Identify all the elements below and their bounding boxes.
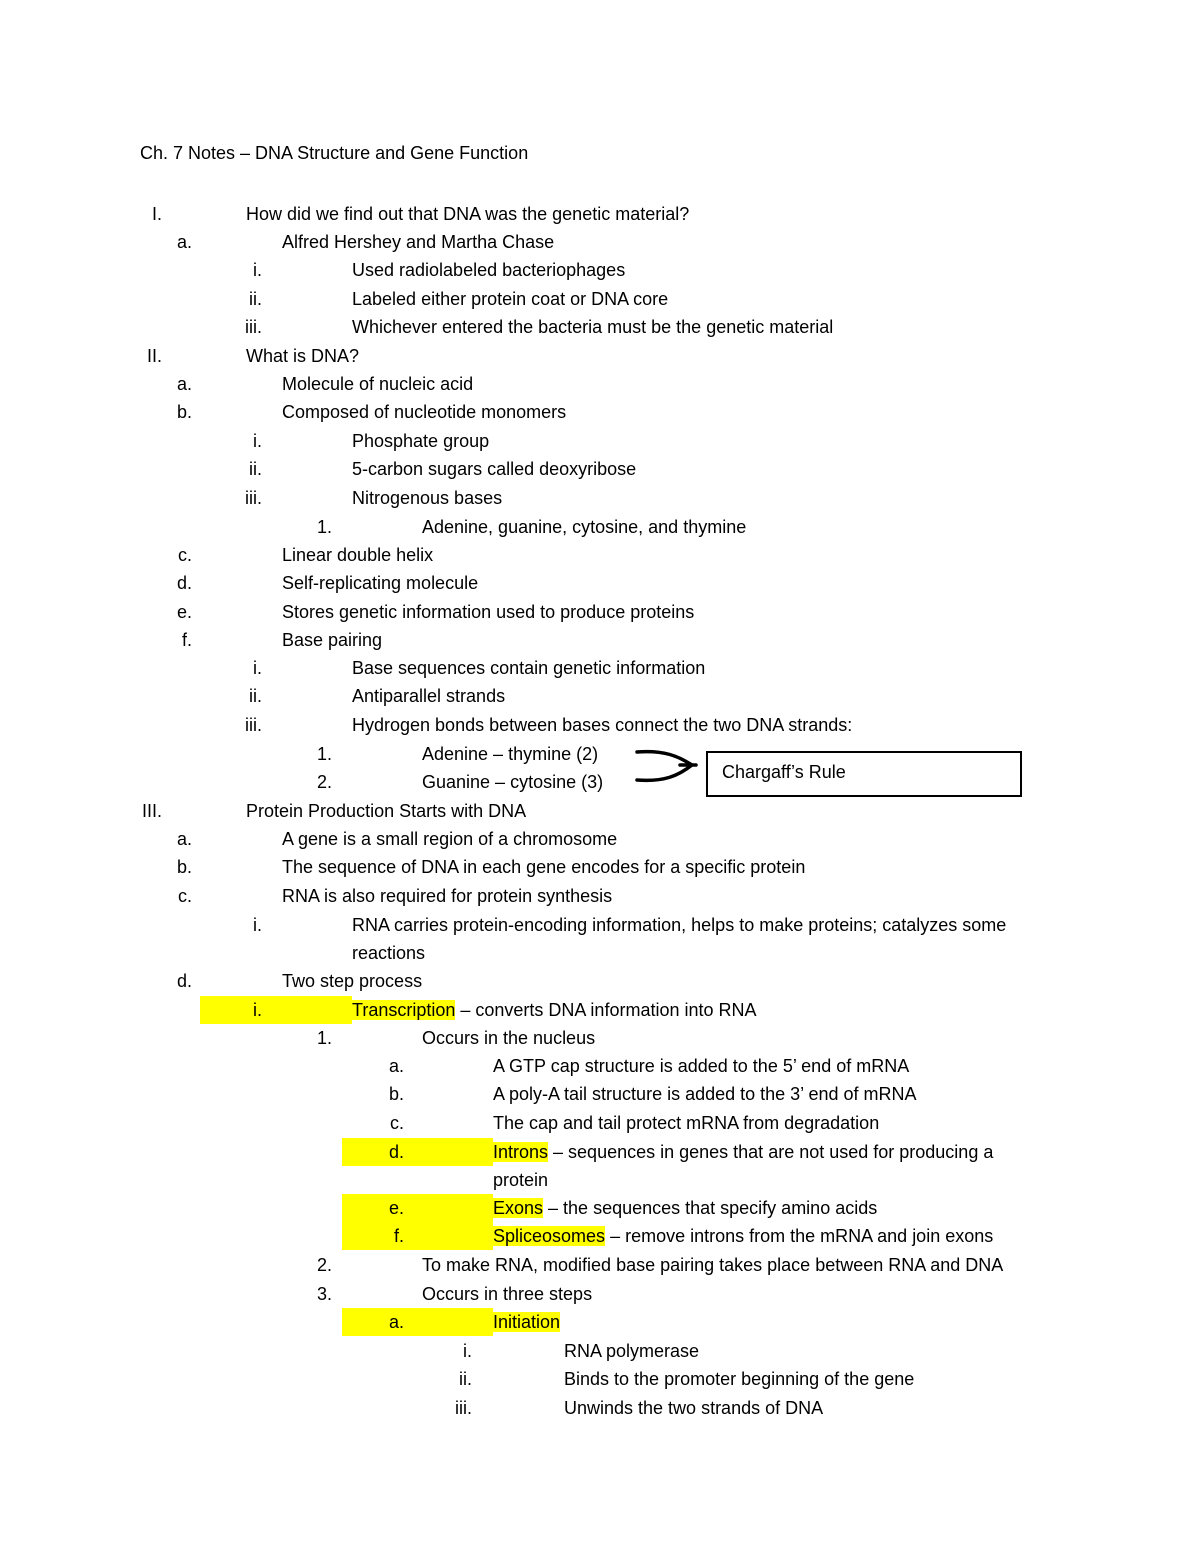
outline-text-body: Protein Production Starts with DNA bbox=[246, 801, 527, 821]
outline-text bbox=[282, 569, 478, 597]
outline-text-body: What is DNA? bbox=[246, 346, 360, 366]
outline-text-body: – remove introns from the mRNA and join exons bbox=[605, 1226, 994, 1246]
outline-text bbox=[493, 1194, 877, 1222]
outline-marker: f. bbox=[181, 630, 192, 650]
outline-marker: iii. bbox=[245, 488, 262, 508]
outline-marker: a. bbox=[342, 1308, 493, 1336]
outline-text-body: Alfred Hershey and Martha Chase bbox=[282, 232, 555, 252]
highlighted-term: Introns bbox=[493, 1142, 549, 1162]
outline-marker: e. bbox=[176, 602, 192, 622]
outline-text-body: – the sequences that specify amino acids bbox=[543, 1198, 878, 1218]
outline-text bbox=[493, 1138, 1053, 1194]
outline-marker: iii. bbox=[245, 317, 262, 337]
chargaff-rule-label: Chargaff’s Rule bbox=[722, 762, 846, 782]
outline-text-body: A gene is a small region of a chromosome bbox=[282, 829, 618, 849]
outline-text-body: Adenine – thymine (2) bbox=[422, 744, 599, 764]
outline-marker: iii. bbox=[245, 715, 262, 735]
outline-text-body: – converts DNA information into RNA bbox=[455, 1000, 757, 1020]
outline-marker: i. bbox=[200, 996, 352, 1024]
outline-text-body: Linear double helix bbox=[282, 545, 434, 565]
outline-text bbox=[282, 853, 805, 881]
outline-text-body: The cap and tail protect mRNA from degradation bbox=[493, 1113, 880, 1133]
outline-text-body: Nitrogenous bases bbox=[352, 488, 503, 508]
outline-marker: c. bbox=[177, 886, 192, 906]
outline-text-body: Base sequences contain genetic information bbox=[352, 658, 706, 678]
outline-text bbox=[422, 1280, 592, 1308]
outline-text-body: 5-carbon sugars called deoxyribose bbox=[352, 459, 637, 479]
outline-text-body: Whichever entered the bacteria must be the genetic material bbox=[352, 317, 834, 337]
outline-marker: a. bbox=[176, 232, 192, 252]
outline-text-body: A GTP cap structure is added to the 5’ end of mRNA bbox=[493, 1056, 910, 1076]
outline-text-body: Molecule of nucleic acid bbox=[282, 374, 474, 394]
outline-text bbox=[246, 200, 689, 228]
chargaff-rule-callout bbox=[706, 751, 1022, 797]
highlighted-term: Initiation bbox=[493, 1312, 561, 1332]
outline-text bbox=[282, 228, 554, 256]
outline-marker: a. bbox=[388, 1056, 404, 1076]
page-title: Ch. 7 Notes – DNA Structure and Gene Function bbox=[140, 143, 529, 163]
outline-text bbox=[282, 598, 694, 626]
highlighted-term: Exons bbox=[493, 1198, 544, 1218]
outline-marker: a. bbox=[176, 374, 192, 394]
outline-text bbox=[352, 427, 489, 455]
outline-text-body: RNA carries protein-encoding information, helps to make proteins; catalyzes some reactions bbox=[352, 915, 1007, 963]
outline-text-body: RNA is also required for protein synthesis bbox=[282, 886, 613, 906]
outline-text bbox=[422, 768, 603, 796]
outline-marker: a. bbox=[176, 829, 192, 849]
outline-text bbox=[282, 541, 433, 569]
outline-text-body: Binds to the promoter beginning of the gene bbox=[564, 1369, 915, 1389]
outline-text bbox=[422, 1024, 595, 1052]
outline-marker: ii. bbox=[249, 686, 262, 706]
outline-text-body: Hydrogen bonds between bases connect the two DNA strands: bbox=[352, 715, 853, 735]
outline-text bbox=[246, 797, 526, 825]
outline-text bbox=[282, 882, 612, 910]
outline-marker: f. bbox=[342, 1222, 493, 1250]
outline-text bbox=[282, 626, 382, 654]
outline-marker: d. bbox=[176, 573, 192, 593]
outline-marker: I. bbox=[151, 204, 162, 224]
bracket-arrow-icon bbox=[634, 748, 704, 784]
outline-text bbox=[352, 256, 625, 284]
highlighted-term: Transcription bbox=[352, 1000, 456, 1020]
outline-text bbox=[282, 967, 422, 995]
outline-text-body: To make RNA, modified base pairing takes place between RNA and DNA bbox=[422, 1255, 1004, 1275]
outline-text-body: Phosphate group bbox=[352, 431, 490, 451]
outline-marker: iii. bbox=[455, 1398, 472, 1418]
outline-text bbox=[352, 911, 1032, 967]
outline-text-body: Base pairing bbox=[282, 630, 383, 650]
outline-text bbox=[493, 1308, 560, 1336]
outline-marker: III. bbox=[141, 801, 162, 821]
outline-marker: 1. bbox=[316, 1028, 332, 1048]
outline-marker: b. bbox=[176, 857, 192, 877]
outline-text-body: Guanine – cytosine (3) bbox=[422, 772, 604, 792]
outline-marker: i. bbox=[463, 1341, 472, 1361]
outline-text bbox=[246, 342, 359, 370]
outline-marker: ii. bbox=[249, 289, 262, 309]
outline-marker: c. bbox=[177, 545, 192, 565]
outline-marker: e. bbox=[342, 1194, 493, 1222]
outline-text bbox=[352, 996, 757, 1024]
outline-marker: 3. bbox=[316, 1284, 332, 1304]
outline-text-body: The sequence of DNA in each gene encodes for a specific protein bbox=[282, 857, 806, 877]
outline-text-body: How did we find out that DNA was the genetic material? bbox=[246, 204, 690, 224]
outline-text bbox=[352, 711, 852, 739]
outline-text-body: Occurs in the nucleus bbox=[422, 1028, 596, 1048]
outline-text-body: Adenine, guanine, cytosine, and thymine bbox=[422, 517, 747, 537]
outline-marker: ii. bbox=[249, 459, 262, 479]
outline-marker: i. bbox=[253, 915, 262, 935]
outline-marker: b. bbox=[388, 1084, 404, 1104]
outline-marker: i. bbox=[253, 260, 262, 280]
outline-text bbox=[352, 484, 502, 512]
outline-text bbox=[493, 1109, 879, 1137]
outline-text-body: A poly-A tail structure is added to the 3’ end of mRNA bbox=[493, 1084, 917, 1104]
outline-text-body: Antiparallel strands bbox=[352, 686, 506, 706]
outline-text bbox=[352, 455, 636, 483]
outline-text-body: Composed of nucleotide monomers bbox=[282, 402, 567, 422]
outline-text bbox=[352, 313, 833, 341]
outline-text bbox=[493, 1222, 993, 1250]
outline-marker: ii. bbox=[459, 1369, 472, 1389]
outline-text bbox=[422, 1251, 1003, 1279]
outline-marker: c. bbox=[389, 1113, 404, 1133]
outline-text bbox=[282, 398, 566, 426]
outline-text-body: Self-replicating molecule bbox=[282, 573, 479, 593]
outline-text-body: Labeled either protein coat or DNA core bbox=[352, 289, 669, 309]
outline-marker: 2. bbox=[316, 772, 332, 792]
outline-text-body: Unwinds the two strands of DNA bbox=[564, 1398, 824, 1418]
outline-text-body: – sequences in genes that are not used for producing a protein bbox=[493, 1142, 994, 1190]
outline-marker: d. bbox=[176, 971, 192, 991]
outline-text bbox=[493, 1052, 909, 1080]
outline-marker: 1. bbox=[316, 517, 332, 537]
outline-text bbox=[564, 1365, 914, 1393]
outline-text-body: Stores genetic information used to produce proteins bbox=[282, 602, 695, 622]
outline-text bbox=[422, 740, 598, 768]
outline-marker: b. bbox=[176, 402, 192, 422]
outline-marker: i. bbox=[253, 658, 262, 678]
outline-marker: II. bbox=[146, 346, 162, 366]
outline-text bbox=[282, 825, 617, 853]
outline-text bbox=[422, 513, 746, 541]
highlighted-term: Spliceosomes bbox=[493, 1226, 606, 1246]
outline-text bbox=[352, 654, 705, 682]
outline-marker: d. bbox=[342, 1138, 493, 1166]
outline-text bbox=[282, 370, 473, 398]
outline-text-body: Occurs in three steps bbox=[422, 1284, 593, 1304]
outline-marker: 1. bbox=[316, 744, 332, 764]
outline-text bbox=[564, 1394, 823, 1422]
outline-marker: 2. bbox=[316, 1255, 332, 1275]
outline-text bbox=[493, 1080, 917, 1108]
outline-text-body: RNA polymerase bbox=[564, 1341, 700, 1361]
outline-text-body: Used radiolabeled bacteriophages bbox=[352, 260, 626, 280]
outline-marker: i. bbox=[253, 431, 262, 451]
outline-text bbox=[352, 285, 668, 313]
outline-text bbox=[352, 682, 505, 710]
outline-text bbox=[564, 1337, 699, 1365]
outline-text-body: Two step process bbox=[282, 971, 423, 991]
